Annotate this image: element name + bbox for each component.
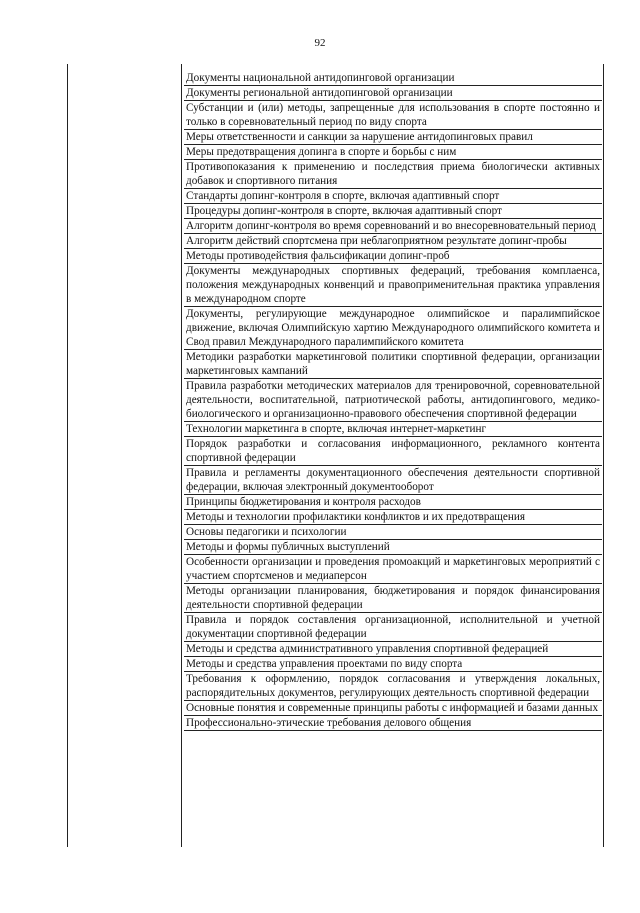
table-row: Стандарты допинг-контроля в спорте, включая адаптивный спорт (184, 189, 602, 204)
table-row: Методы противодействия фальсификации допинг-проб (184, 249, 602, 264)
table-row: Документы, регулирующие международное олимпийское и паралимпийское движение, включая Олимпийскую хартию Международного олимпийского комитета и Свод правил Международного паралимпийского комитета (186, 308, 600, 348)
table-row: Документы национальной антидопинговой организации (184, 71, 602, 86)
table-row: Методы организации планирования, бюджетирования и порядок финансирования деятельности спортивной федерации (186, 585, 600, 611)
table-row: Процедуры допинг-контроля в спорте, включая адаптивный спорт (184, 204, 602, 219)
page-number: 92 (314, 37, 326, 49)
table-row: Особенности организации и проведения промоакций и маркетинговых мероприятий с участием спортсменов и медиаперсон (186, 556, 600, 582)
table-row: Алгоритм действий спортсмена при неблагоприятном результате допинг-пробы (184, 234, 602, 249)
table-row: Профессионально-этические требования делового общения (184, 716, 602, 731)
table-row: Основы педагогики и психологии (184, 525, 602, 540)
table-row: Документы региональной антидопинговой организации (184, 86, 602, 101)
table-row: Порядок разработки и согласования информационного, рекламного контента спортивной федерации (186, 438, 600, 464)
table-row: Меры предотвращения допинга в спорте и борьбы с ним (184, 145, 602, 160)
table-row: Документы международных спортивных федераций, требования комплаенса, положения международных конвенций и правоприменительная практика управления в международном спорте (186, 265, 600, 305)
table-row: Методы и средства административного управления спортивной федерацией (184, 642, 602, 657)
table-row: Методики разработки маркетинговой политики спортивной федерации, организации маркетинговых кампаний (186, 351, 600, 377)
table-row: Требования к оформлению, порядок согласования и утверждения локальных, распорядительных документов, регулирующих деятельность спортивной федерации (186, 673, 600, 699)
table-row: Правила разработки методических материалов для тренировочной, соревновательной деятельности, воспитательной, патриотической работы, антидопингового, медико-биологического и организационно-правового обеспечения спортивной федерации (186, 380, 600, 420)
table-row: Меры ответственности и санкции за нарушение антидопинговых правил (184, 130, 602, 145)
knowledge-rows (184, 71, 602, 731)
table-row: Противопоказания к применению и последствия приема биологически активных добавок и спортивного питания (186, 161, 600, 187)
table-row: Принципы бюджетирования и контроля расходов (184, 495, 602, 510)
table-row: Алгоритм допинг-контроля во время соревнований и во внесоревновательный период (184, 219, 602, 234)
table-row: Методы и средства управления проектами по виду спорта (184, 657, 602, 672)
table-row: Субстанции и (или) методы, запрещенные для использования в спорте постоянно и только в соревновательный период по виду спорта (186, 102, 600, 128)
table-row: Основные понятия и современные принципы работы с информацией и базами данных (184, 701, 602, 716)
table-row: Технологии маркетинга в спорте, включая интернет-маркетинг (184, 422, 602, 437)
table-row: Методы и формы публичных выступлений (184, 540, 602, 555)
table-row: Правила и порядок составления организационной, исполнительной и учетной документации спортивной федерации (186, 614, 600, 640)
column-divider (181, 64, 182, 847)
table-row: Правила и регламенты документационного обеспечения деятельности спортивной федерации, включая электронный документооборот (186, 467, 600, 493)
table-row: Методы и технологии профилактики конфликтов и их предотвращения (184, 510, 602, 525)
